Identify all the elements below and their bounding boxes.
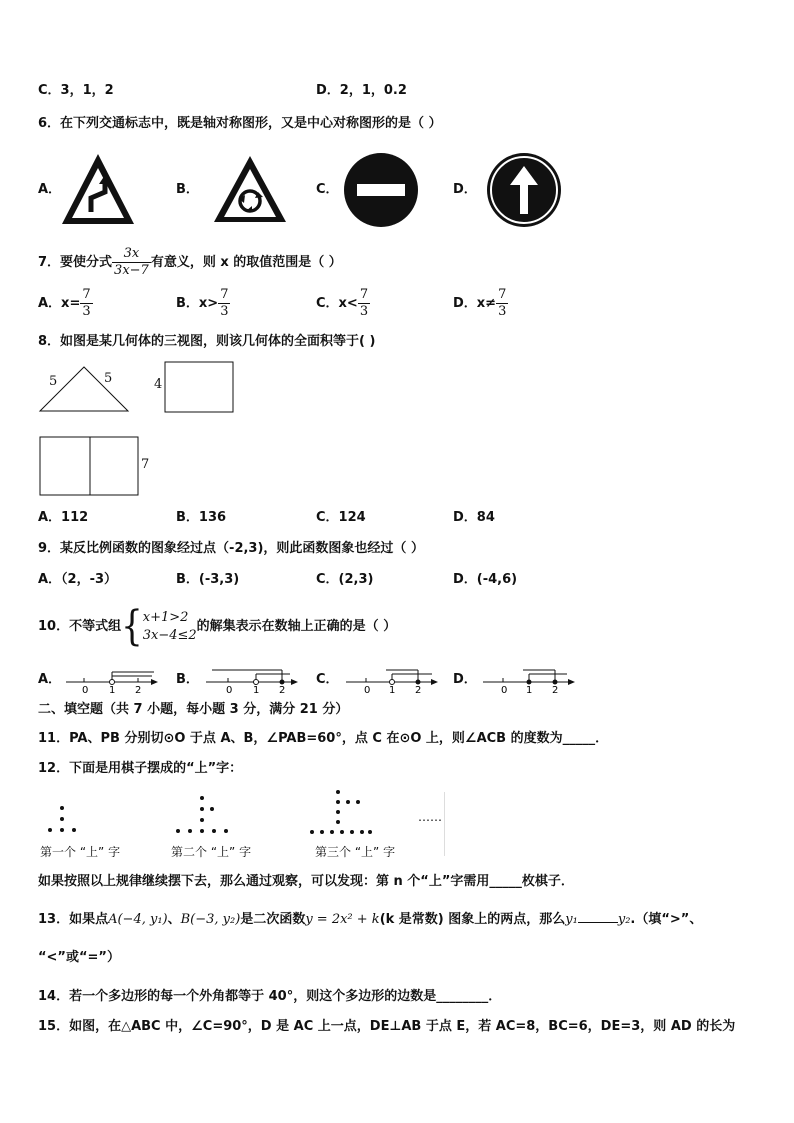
q10-ineq2: 3x−4≤2	[142, 627, 197, 643]
q7-option-a	[38, 286, 93, 322]
q14-stem: 14．若一个多边形的每一个外角都等于 40°，则这个多边形的边数是________．	[38, 989, 502, 1004]
q7-option-b-num: 7	[220, 287, 229, 302]
q6-stem: 6．在下列交通标志中，既是轴对称图形，又是中心对称图形的是（ ）	[38, 116, 442, 131]
number-line-d-tick-0: 0	[501, 685, 508, 694]
q7-num: 3x	[112, 246, 151, 263]
q10-ineq1: x+1>2	[142, 609, 189, 625]
q5-option-c: C．3，1，2	[38, 83, 114, 98]
q7-option-b-label: B．x>	[176, 296, 219, 311]
number-line-b	[206, 664, 300, 694]
number-line-c-tick-1: 1	[389, 685, 396, 694]
number-line-b-tick-0: 0	[226, 685, 233, 694]
q7-option-d-num: 7	[498, 287, 507, 302]
caption-first: 第一个 “上” 字	[40, 845, 121, 859]
q13-point-b: B(−3, y₂)	[180, 912, 241, 927]
q13-y2: y₂	[617, 912, 631, 927]
q9-stem: 9．某反比例函数的图象经过点（-2,3)，则此函数图象也经过（ ）	[38, 541, 424, 556]
q13-part2: 是二次函数	[240, 912, 306, 927]
q13-line1	[38, 910, 702, 929]
q10-system	[143, 609, 197, 645]
q5-option-d: D．2，1，0.2	[316, 83, 407, 98]
q6-label-d: D．	[453, 182, 477, 197]
number-line-a-tick-0: 0	[82, 685, 89, 694]
q7-option-a-label: A．x=	[38, 296, 81, 311]
q7-den: 3x−7	[114, 263, 149, 278]
three-view-figure	[38, 360, 258, 500]
number-line-d	[483, 664, 577, 694]
top-view-left-edge-label: 5	[49, 374, 58, 389]
q7-option-d-den: 3	[498, 304, 507, 319]
q7-option-b	[176, 286, 230, 322]
q7-option-d	[453, 286, 508, 322]
q7-fraction	[112, 246, 151, 279]
side-view-height-label: 4	[154, 377, 163, 392]
q7-option-d-label: D．x≠	[453, 296, 497, 311]
q10-brace: {	[121, 602, 143, 651]
pieces-figure-1	[44, 806, 84, 836]
number-line-d-tick-2: 2	[552, 685, 559, 694]
q9-option-a: A．（2，-3）	[38, 572, 118, 587]
number-line-a-tick-1: 1	[109, 685, 116, 694]
q6-label-a: A．	[38, 182, 62, 197]
q7-option-b-den: 3	[220, 304, 229, 319]
q13-part3: (k 是常数) 图象上的两点，那么	[379, 912, 566, 927]
q9-option-b: B．(-3,3)	[176, 572, 240, 587]
pieces-figure-2	[174, 796, 230, 836]
number-line-c	[346, 664, 440, 694]
q9-option-d: D．(-4,6)	[453, 572, 518, 587]
caption-third: 第三个 “上” 字	[315, 845, 396, 859]
q7-option-a-den: 3	[82, 304, 91, 319]
front-view-height-label: 7	[141, 457, 150, 472]
q13-answer-blank[interactable]	[578, 910, 618, 923]
number-line-c-tick-2: 2	[415, 685, 422, 694]
q10-label-a: A．	[38, 672, 62, 687]
q13-y1: y₁	[565, 912, 578, 927]
q10-suffix: 的解集表示在数轴上正确的是（ ）	[196, 619, 397, 634]
pieces-figure-3	[308, 790, 374, 836]
q13-point-a: A(−4, y₁)	[108, 912, 168, 927]
q13-line2: “<”或“=”）	[38, 950, 120, 965]
q6-label-c: C．	[316, 182, 339, 197]
number-line-a-tick-2: 2	[135, 685, 142, 694]
q7-option-c-label: C．x<	[316, 296, 358, 311]
caption-second: 第二个 “上” 字	[171, 845, 252, 859]
q11-stem: 11．PA、PB 分别切⊙O 于点 A、B，∠PAB=60°，点 C 在⊙O 上，则∠ACB 的度数为_____．	[38, 731, 609, 746]
q13-sep: 、	[167, 912, 181, 927]
number-line-d-tick-1: 1	[526, 685, 533, 694]
section-2-heading: 二、填空题（共 7 小题，每小题 3 分，满分 21 分）	[38, 702, 349, 717]
q10-label-d: D．	[453, 672, 477, 687]
q9-option-c: C．(2,3)	[316, 572, 374, 587]
q8-option-d: D．84	[453, 510, 495, 525]
number-line-b-tick-2: 2	[279, 685, 286, 694]
roundabout-sign-icon	[212, 154, 288, 224]
q7-stem	[38, 244, 342, 282]
q7-option-c-num: 7	[359, 287, 369, 302]
number-line-b-tick-1: 1	[253, 685, 260, 694]
q15-stem: 15．如图，在△ABC 中，∠C=90°，D 是 AC 上一点，DE⊥AB 于点 E，若 AC=8，BC=6，DE=3，则 AD 的长为	[38, 1019, 736, 1034]
q8-option-c: C．124	[316, 510, 366, 525]
q8-stem: 8．如图是某几何体的三视图，则该几何体的全面积等于( )	[38, 334, 376, 349]
q7-option-c	[316, 286, 370, 322]
q10-label-c: C．	[316, 672, 339, 687]
number-line-a	[66, 664, 160, 694]
q7-option-a-num: 7	[82, 287, 91, 302]
q13-function: y = 2x² + k	[305, 912, 380, 927]
pieces-ellipsis: ……	[418, 810, 442, 824]
q12-followup: 如果按照以上规律继续摆下去，那么通过观察，可以发现：第 n 个“上”字需用_____枚棋子．	[38, 874, 574, 889]
q7-suffix: 有意义，则 x 的取值范围是（ ）	[150, 255, 342, 270]
figure-divider	[444, 792, 445, 856]
q13-part4: .（填“>”、	[630, 912, 703, 927]
q10-stem	[38, 602, 397, 651]
number-line-c-tick-0: 0	[364, 685, 371, 694]
top-view-right-edge-label: 5	[104, 371, 113, 386]
q8-option-b: B．136	[176, 510, 227, 525]
double-bend-sign-icon	[60, 152, 136, 226]
q7-option-c-den: 3	[359, 304, 369, 319]
q12-stem: 12．下面是用棋子摆成的“上”字：	[38, 761, 243, 776]
no-entry-sign-icon	[343, 152, 419, 228]
q7-prefix: 7．要使分式	[38, 255, 113, 270]
q13-part1: 13．如果点	[38, 912, 109, 927]
q10-label-b: B．	[176, 672, 199, 687]
q8-option-a: A．112	[38, 510, 89, 525]
straight-ahead-sign-icon	[486, 152, 562, 228]
q10-prefix: 10．不等式组	[38, 619, 122, 634]
q6-label-b: B．	[176, 182, 199, 197]
